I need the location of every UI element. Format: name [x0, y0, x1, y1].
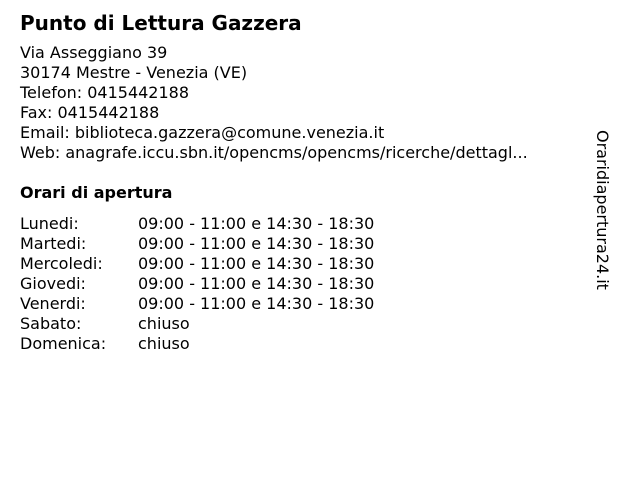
brand-watermark: [593, 130, 640, 320]
time-value: chiuso: [138, 334, 190, 353]
hours-row-wednesday: [20, 254, 420, 274]
day-label: Mercoledi:: [20, 254, 103, 273]
address-line: Via Asseggiano 39: [20, 43, 168, 62]
city-line: 30174 Mestre - Venezia (VE): [20, 63, 248, 82]
hours-row-sunday: [20, 334, 420, 354]
day-label: Venerdi:: [20, 294, 86, 313]
hours-row-thursday: [20, 274, 420, 294]
time-value: 09:00 - 11:00 e 14:30 - 18:30: [138, 254, 375, 273]
page-title: Punto di Lettura Gazzera: [20, 11, 302, 35]
hours-row-tuesday: [20, 234, 420, 254]
fax-line: Fax: 0415442188: [20, 103, 160, 122]
time-value: chiuso: [138, 314, 190, 333]
time-value: 09:00 - 11:00 e 14:30 - 18:30: [138, 274, 375, 293]
brand-text: Oraridiapertura24.it: [593, 130, 612, 290]
time-value: 09:00 - 11:00 e 14:30 - 18:30: [138, 214, 375, 233]
hours-row-saturday: [20, 314, 420, 334]
hours-row-friday: [20, 294, 420, 314]
opening-hours-table: [20, 214, 420, 354]
hours-heading: Orari di apertura: [20, 183, 173, 202]
contact-info: [20, 43, 528, 163]
hours-row-monday: [20, 214, 420, 234]
day-label: Sabato:: [20, 314, 82, 333]
day-label: Domenica:: [20, 334, 107, 353]
day-label: Giovedi:: [20, 274, 86, 293]
time-value: 09:00 - 11:00 e 14:30 - 18:30: [138, 234, 375, 253]
day-label: Martedi:: [20, 234, 87, 253]
phone-line: Telefon: 0415442188: [20, 83, 190, 102]
time-value: 09:00 - 11:00 e 14:30 - 18:30: [138, 294, 375, 313]
web-line: Web: anagrafe.iccu.sbn.it/opencms/opencms/ricerche/dettagl...: [20, 143, 528, 162]
email-line: Email: biblioteca.gazzera@comune.venezia.it: [20, 123, 385, 142]
day-label: Lunedi:: [20, 214, 79, 233]
